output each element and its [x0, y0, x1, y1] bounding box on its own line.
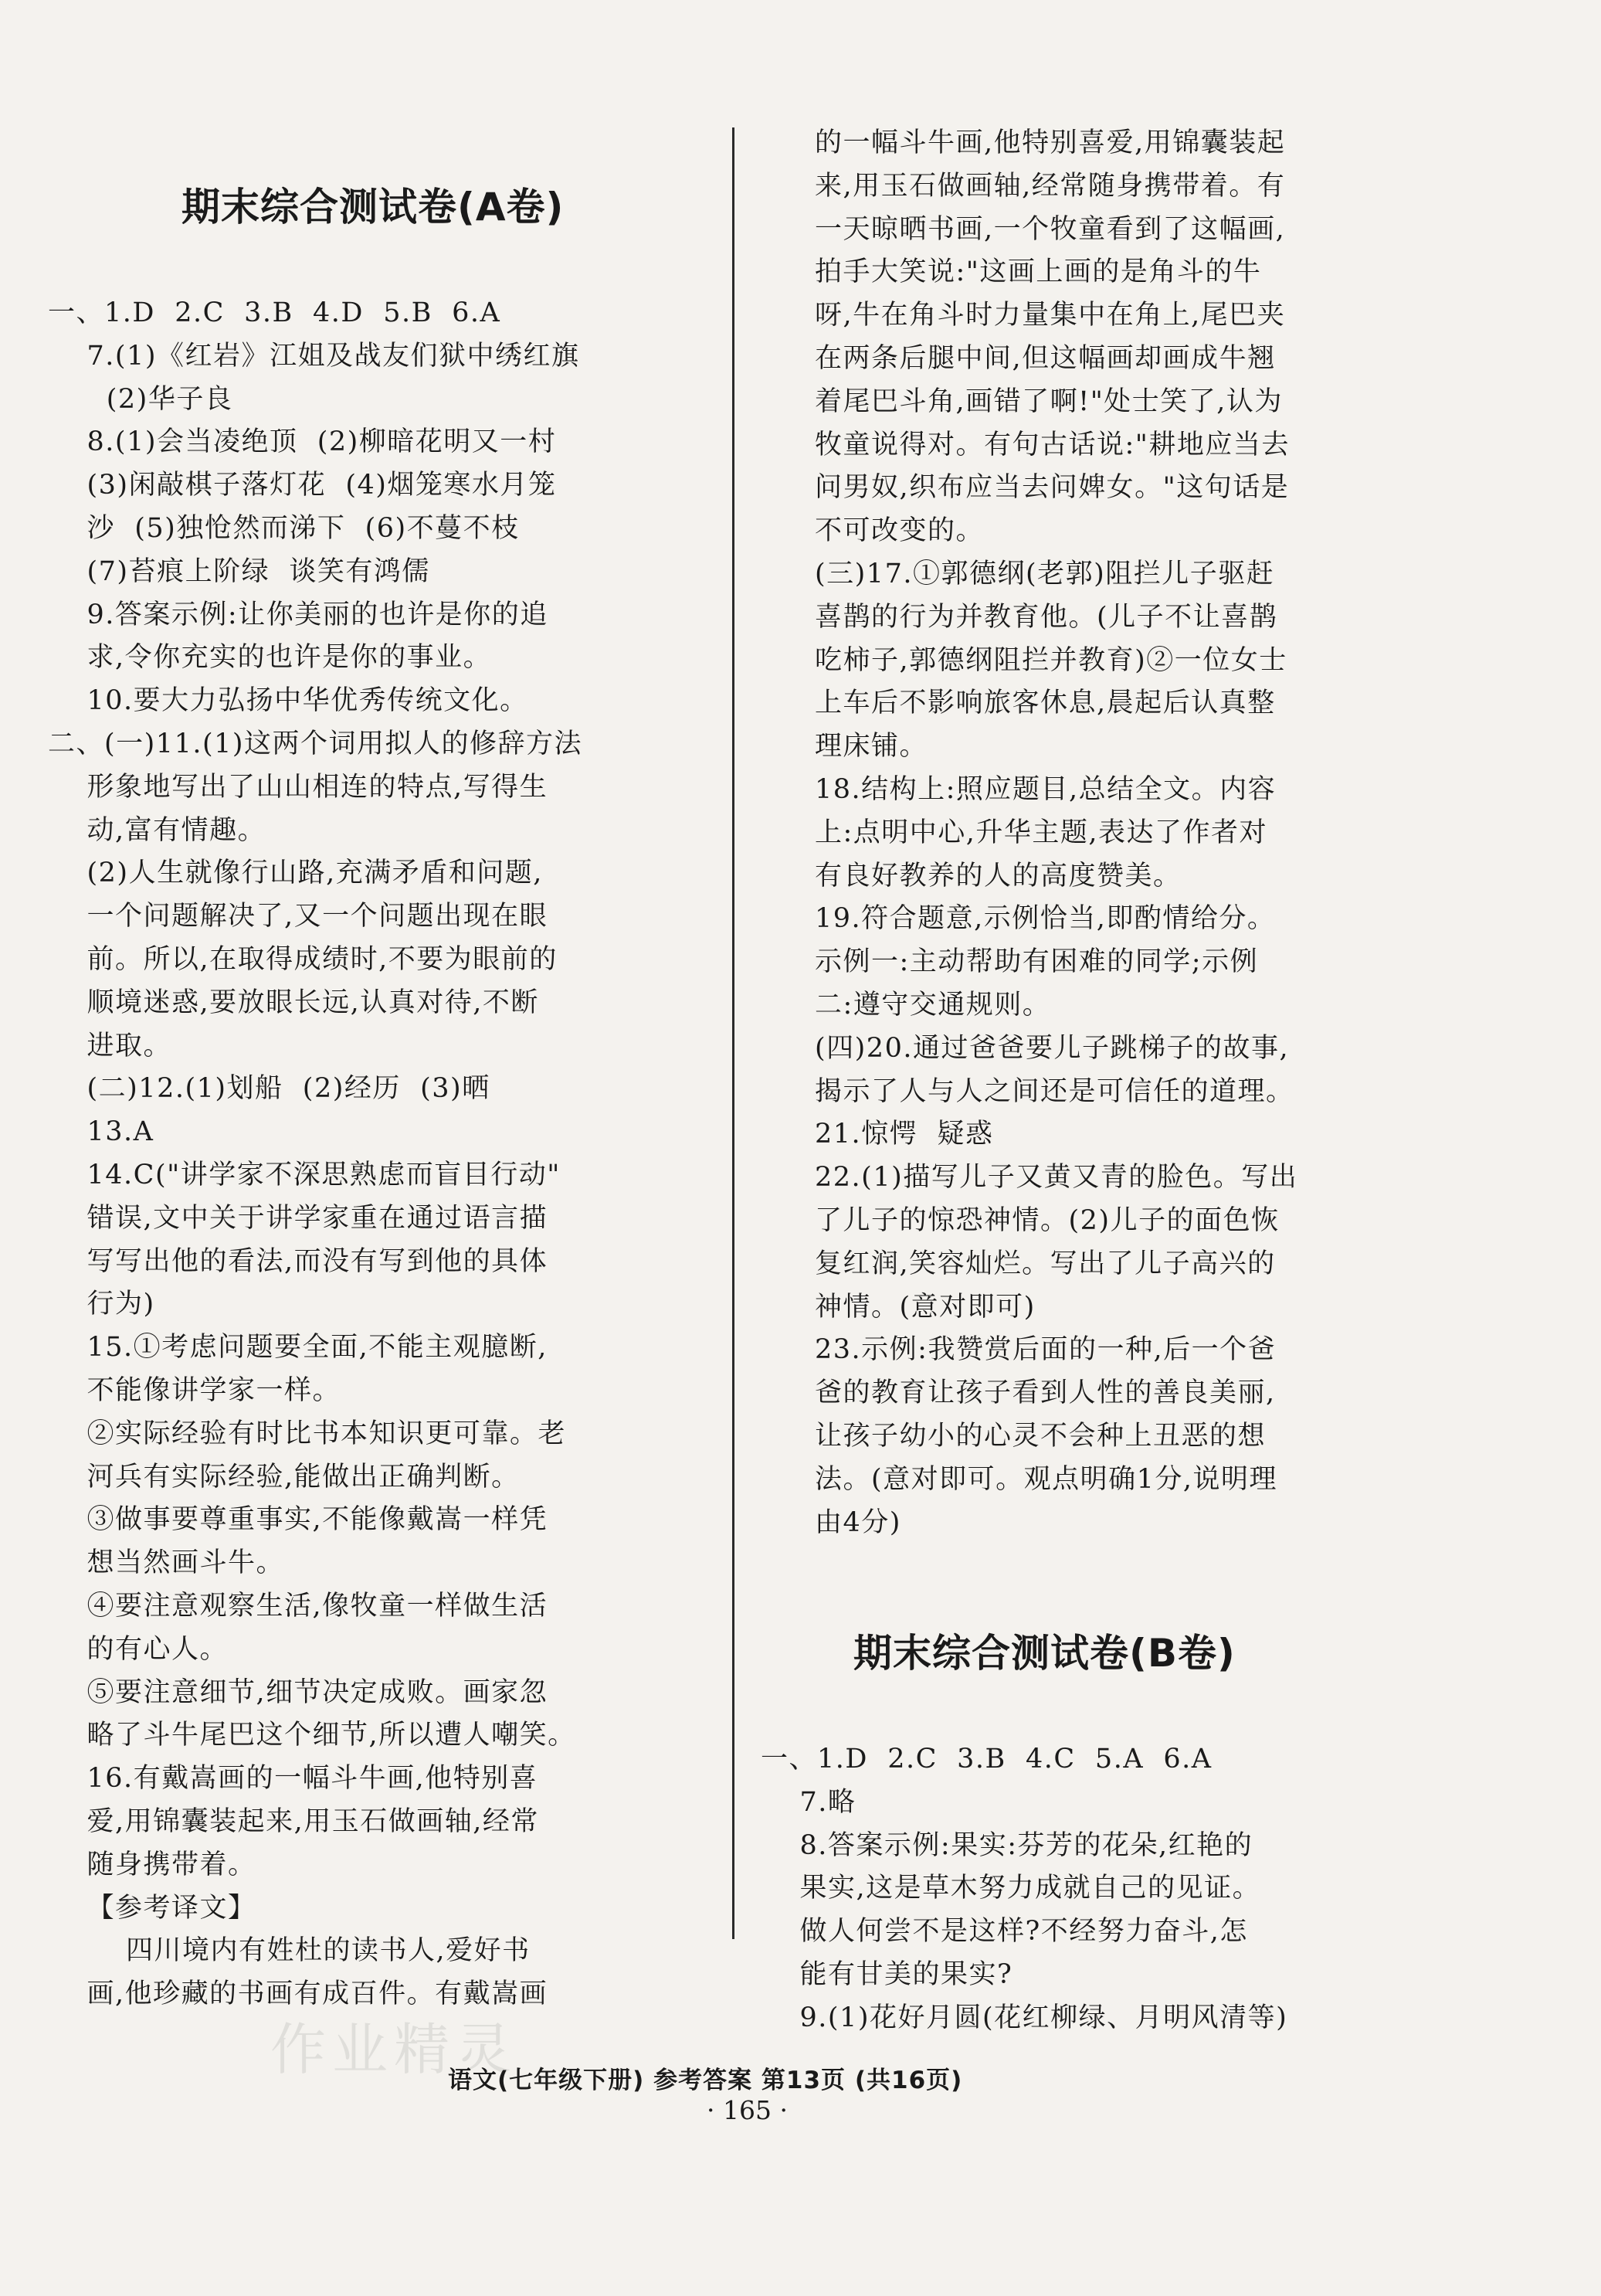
text-line: 想当然画斗牛。: [48, 1547, 285, 1579]
text-line: 行为): [48, 1289, 155, 1320]
column-divider: [732, 127, 734, 1939]
text-line: 喜鹊的行为并教育他。(儿子不让喜鹊: [815, 601, 1278, 633]
text-line: 爸的教育让孩子看到人性的善良美丽,: [815, 1377, 1276, 1409]
text-line: 7.略: [761, 1786, 856, 1818]
text-line: 9.答案示例:让你美丽的也许是你的追: [48, 599, 548, 630]
text-line: 9.(1)花好月圆(花红柳绿、月明风清等): [761, 2002, 1288, 2033]
text-line: 错误,文中关于讲学家重在通过语言描: [48, 1202, 548, 1234]
text-line: 揭示了人与人之间还是可信任的道理。: [815, 1075, 1294, 1107]
text-line: 写写出他的看法,而没有写到他的具体: [48, 1245, 548, 1277]
text-line: 18.结构上:照应题目,总结全文。内容: [815, 774, 1277, 805]
text-line: 画,他珍藏的书画有成百件。有戴嵩画: [48, 1978, 548, 2010]
text-line: 上:点明中心,升华主题,表达了作者对: [815, 817, 1268, 848]
page-number: · 165 ·: [707, 2095, 788, 2125]
text-line: 有良好教养的人的高度赞美。: [815, 860, 1182, 892]
text-line: 沙 (5)独怆然而涕下 (6)不蔓不枝: [48, 513, 520, 544]
text-line: ⑤要注意细节,细节决定成败。画家忽: [48, 1676, 548, 1708]
text-line: 一、1.D 2.C 3.B 4.D 5.B 6.A: [48, 297, 501, 328]
text-line: 四川境内有姓杜的读书人,爱好书: [48, 1935, 531, 1967]
title-b: 期末综合测试卷(B卷): [853, 1631, 1236, 1676]
text-line: 法。(意对即可。观点明确1分,说明理: [815, 1463, 1278, 1495]
text-line: (二)12.(1)划船 (2)经历 (3)晒: [48, 1073, 490, 1105]
text-line: (3)闲敲棋子落灯花 (4)烟笼寒水月笼: [48, 470, 557, 501]
text-line: 牧童说得对。有句古话说:"耕地应当去: [815, 429, 1290, 460]
text-line: 10.要大力弘扬中华优秀传统文化。: [48, 685, 528, 717]
text-line: 示例一:主动帮助有困难的同学;示例: [815, 946, 1259, 978]
text-line: 由4分): [815, 1506, 901, 1538]
text-line: (7)苔痕上阶绿 谈笑有鸿儒: [48, 555, 430, 587]
text-line: 拍手大笑说:"这画上画的是角斗的牛: [815, 256, 1262, 288]
text-line: 8.答案示例:果实:芬芳的花朵,红艳的: [761, 1829, 1253, 1861]
text-line: (三)17.①郭德纲(老郭)阻拦儿子驱赶: [815, 559, 1275, 589]
text-line: 做人何尝不是这样?不经努力奋斗,怎: [761, 1916, 1248, 1948]
text-line: 一天晾晒书画,一个牧童看到了这幅画,: [815, 213, 1286, 245]
text-line: 让孩子幼小的心灵不会种上丑恶的想: [815, 1421, 1267, 1452]
text-line: ③做事要尊重事实,不能像戴嵩一样凭: [48, 1504, 548, 1536]
text-line: 爱,用锦囊装起来,用玉石做画轴,经常: [48, 1806, 539, 1837]
text-line: 二、(一)11.(1)这两个词用拟人的修辞方法: [48, 729, 583, 759]
text-line: 随身携带着。: [48, 1849, 256, 1880]
text-line: 二:遵守交通规则。: [815, 990, 1051, 1021]
text-line: 河兵有实际经验,能做出正确判断。: [48, 1461, 520, 1493]
text-line: 7.(1)《红岩》江姐及战友们狱中绣红旗: [48, 340, 580, 372]
text-line: 形象地写出了山山相连的特点,写得生: [48, 771, 548, 803]
text-line: 一个问题解决了,又一个问题出现在眼: [48, 901, 548, 932]
text-line: 前。所以,在取得成绩时,不要为眼前的: [48, 944, 558, 975]
watermark: 作业精灵: [270, 2017, 518, 2082]
text-line: ④要注意观察生活,像牧童一样做生活: [48, 1591, 548, 1622]
text-line: 复红润,笑容灿烂。写出了儿子高兴的: [815, 1248, 1276, 1279]
text-line: 果实,这是草木努力成就自己的见证。: [761, 1873, 1261, 1904]
text-line: 动,富有情趣。: [48, 814, 266, 846]
text-line: 求,令你充实的也许是你的事业。: [48, 642, 492, 674]
text-line: 不可改变的。: [815, 515, 985, 547]
text-line: 进取。: [48, 1030, 172, 1061]
text-line: 顺境迷惑,要放眼长远,认真对待,不断: [48, 987, 539, 1018]
text-line: 14.C("讲学家不深思熟虑而盲目行动": [48, 1160, 561, 1190]
text-line: 19.符合题意,示例恰当,即酌情给分。: [815, 903, 1276, 935]
text-line: 不能像讲学家一样。: [48, 1375, 341, 1406]
text-line: 略了斗牛尾巴这个细节,所以遭人嘲笑。: [48, 1720, 576, 1751]
text-line: 神情。(意对即可): [815, 1291, 1036, 1323]
text-line: (2)人生就像行山路,充满矛盾和问题,: [48, 858, 543, 889]
text-line: 22.(1)描写儿子又黄又青的脸色。写出: [815, 1162, 1298, 1194]
text-line: 吃柿子,郭德纲阻拦并教育)②一位女士: [815, 644, 1287, 676]
text-line: 8.(1)会当凌绝顶 (2)柳暗花明又一村: [48, 426, 557, 458]
text-line: 23.示例:我赞赏后面的一种,后一个爸: [815, 1334, 1277, 1366]
text-line: 的有心人。: [48, 1633, 229, 1665]
text-line: 上车后不影响旅客休息,晨起后认真整: [815, 688, 1276, 719]
text-line: ②实际经验有时比书本知识更可靠。老: [48, 1418, 567, 1449]
text-line: 在两条后腿中间,但这幅画却画成牛翘: [815, 343, 1276, 374]
text-line: 理床铺。: [815, 731, 928, 763]
text-line: 的一幅斗牛画,他特别喜爱,用锦囊装起: [815, 127, 1286, 158]
text-line: 16.有戴嵩画的一幅斗牛画,他特别喜: [48, 1763, 538, 1795]
text-line: 15.①考虑问题要全面,不能主观臆断,: [48, 1332, 548, 1364]
text-line: 13.A: [48, 1116, 154, 1148]
text-line: 【参考译文】: [48, 1892, 256, 1924]
page-footer: 语文(七年级下册) 参考答案 第13页 (共16页): [448, 2067, 963, 2094]
text-line: 着尾巴斗角,画错了啊!"处士笑了,认为: [815, 385, 1283, 417]
text-line: 了儿子的惊恐神情。(2)儿子的面色恢: [815, 1205, 1280, 1236]
text-line: (2)华子良: [48, 383, 233, 415]
text-line: 呀,牛在角斗时力量集中在角上,尾巴夹: [815, 300, 1286, 331]
text-line: 来,用玉石做画轴,经常随身携带着。有: [815, 170, 1286, 202]
text-line: 能有甘美的果实?: [761, 1959, 1013, 1990]
text-line: (四)20.通过爸爸要儿子跳梯子的故事,: [815, 1032, 1290, 1064]
title-a: 期末综合测试卷(A卷): [181, 185, 565, 229]
text-line: 问男奴,织布应当去问婢女。"这句话是: [815, 472, 1290, 504]
text-line: 21.惊愕 疑惑: [815, 1119, 994, 1150]
text-line: 一、1.D 2.C 3.B 4.C 5.A 6.A: [761, 1744, 1213, 1775]
